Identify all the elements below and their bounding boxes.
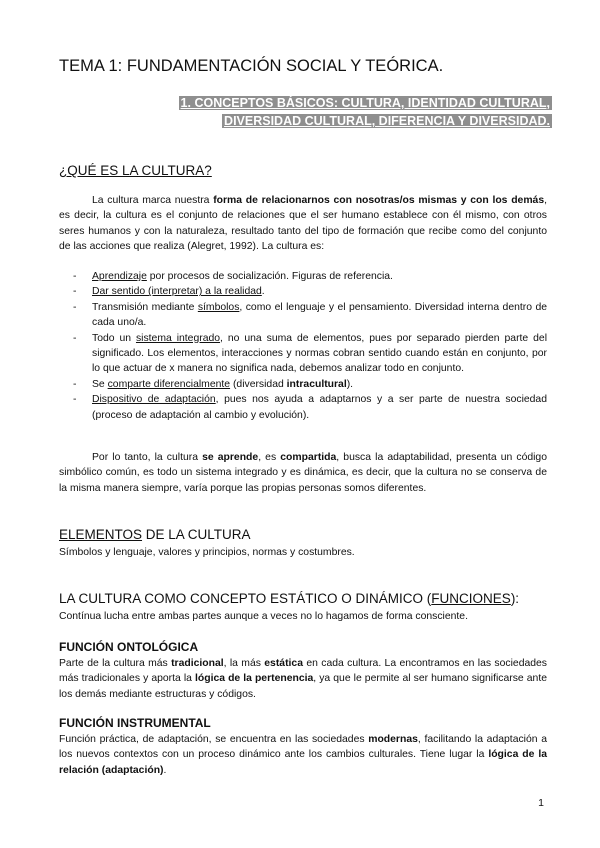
ontologica-bold-2: estática (264, 658, 303, 669)
list-item: - Transmisión mediante símbolos, como el lenguaje y el pensamiento. Diversidad interna dentro de cada uno/a. (73, 301, 547, 329)
funciones-text: Contínua lucha entre ambas partes aunque a veces no lo hagamos de forma consciente. (59, 611, 468, 622)
ontologica-bold-1: tradicional (171, 658, 224, 669)
heading-funciones-text-1: LA CULTURA COMO CONCEPTO ESTÁTICO O DINÁMICO ( (59, 591, 432, 606)
page-number: 1 (538, 797, 544, 809)
heading-funcion-instrumental: FUNCIÓN INSTRUMENTAL (59, 716, 211, 730)
list-item: - Dar sentido (interpretar) a la realidad. (73, 286, 265, 298)
list-item: - Se comparte diferencialmente (diversidad intracultural). (73, 378, 354, 390)
list-item-1-text: por procesos de socialización. Figuras de referencia. (146, 271, 393, 282)
ontologica-text-2: , la más (223, 658, 265, 669)
list-item-3-text-2: , como el lenguaje y el pensamiento. Diversidad interna dentro de cada uno/a. (92, 301, 547, 329)
heading-funciones-text-2: ): (510, 591, 520, 606)
banner-line-1: 1. CONCEPTOS BÁSICOS: CULTURA, IDENTIDAD CULTURAL, (180, 96, 550, 110)
list-item-2-text: . (261, 286, 265, 298)
list-item-1-underlined: Aprendizaje (92, 271, 147, 282)
conclusion-text-2: , es (258, 452, 281, 463)
list-item-5-bold: intracultural (286, 378, 347, 390)
ontologica-text-4: , ya que le permite al ser humano significarse ante los demás mediante estructuras y códigos. (59, 673, 547, 700)
list-item-3-text-1: Transmisión mediante (92, 301, 198, 313)
intro-paragraph (59, 193, 547, 255)
conclusion-paragraph (59, 450, 547, 496)
heading-elementos-underlined: ELEMENTOS (59, 527, 143, 542)
conclusion-text-3: , busca la adaptabilidad, presenta un código simbólico común, es todo un sistema integrado y es dinámica, es decir, que la cultura no se conserva de la misma manera siempre, varía porque las propias personas somos diferentes. (59, 452, 547, 494)
list-item: - Dispositivo de adaptación, pues nos ayuda a adaptarnos y a ser parte de nuestra sociedad (proceso de adaptación al cambio y evolución). (73, 394, 547, 421)
instrumental-bold-1: modernas (368, 734, 418, 745)
list-item-5-text-3: ). (346, 378, 354, 390)
conclusion-bold-1: se aprende (202, 452, 259, 463)
elementos-text: Símbolos y lenguaje, valores y principios, normas y costumbres. (59, 547, 355, 558)
list-item-3-underlined: símbolos (197, 301, 240, 313)
list-item-6-underlined: Dispositivo de adaptación (92, 394, 216, 406)
list-item-4-text-1: Todo un (92, 332, 136, 344)
list-item-2-underlined: Dar sentido (interpretar) a la realidad (92, 286, 262, 298)
heading-elementos (59, 527, 251, 542)
intro-text-2: , es decir, la cultura es el conjunto de relaciones que el ser humano establece con él mismo, con otros seres humanos y con la naturaleza, resultado tanto del tipo de formación que recibe como del conjunto de las acciones que realiza (Alegret, 1992). La cultura es: (59, 195, 548, 253)
list-item: - Todo un sistema integrado, no una suma de elementos, pues por separado pierden parte del significado. Los elementos, interacciones y normas cobran sentido cuando están en conjunto, por lo que actuar de x manera no significa nada, debemos analizar todo en conjunto. (73, 332, 548, 375)
list-item-5-text-2: (diversidad (230, 378, 287, 390)
instrumental-text-2: , facilitando la adaptación a los nuevos contextos con un proceso dinámico ante los cambios culturales. Tiene lugar la (59, 734, 547, 761)
heading-elementos-text: DE LA CULTURA (142, 527, 251, 542)
instrumental-text-1: Función práctica, de adaptación, se encuentra en las sociedades (59, 734, 369, 745)
list-item-5-text-1: Se (92, 378, 108, 390)
heading-funciones (59, 591, 519, 606)
ontologica-paragraph (59, 656, 547, 702)
intro-text-1: La cultura marca nuestra (92, 195, 214, 206)
intro-bold-1: forma de relacionarnos con nosotras/os mismas y con los demás (213, 195, 545, 206)
heading-funciones-underlined: FUNCIONES (431, 591, 511, 606)
page-title: TEMA 1: FUNDAMENTACIÓN SOCIAL Y TEÓRICA. (59, 57, 444, 75)
ontologica-text-1: Parte de la cultura más (59, 658, 172, 669)
heading-que-es-cultura (59, 163, 212, 178)
section-banner (152, 94, 552, 130)
ontologica-text-3: en cada cultura. La encontramos en las sociedades más tradicionales y aporta la (59, 658, 547, 685)
list-item-4-underlined: sistema integrado (135, 332, 221, 344)
list-item-6-text: , pues nos ayuda a adaptarnos y a ser parte de nuestra sociedad (proceso de adaptación al cambio y evolución). (92, 394, 547, 421)
instrumental-bold-2: lógica de la relación (adaptación) (59, 749, 548, 776)
conclusion-bold-2: compartida (280, 452, 337, 463)
ontologica-bold-3: lógica de la pertenencia (194, 673, 314, 685)
list-item-5-underlined: comparte diferencialmente (107, 378, 231, 390)
conclusion-text-1: Por lo tanto, la cultura (92, 452, 203, 463)
list-item-4-text-2: , no una suma de elementos, pues por separado pierden parte del significado. Los elementos, interacciones y normas cobran sentido cuando están en conjunto, por lo que actuar de x manera no significa nada, debemos analizar todo en conjunto. (92, 332, 548, 375)
heading-funcion-ontologica: FUNCIÓN ONTOLÓGICA (59, 640, 199, 654)
banner-line-2: DIVERSIDAD CULTURAL, DIFERENCIA Y DIVERSIDAD. (224, 114, 550, 128)
instrumental-text-3: . (163, 764, 167, 776)
instrumental-paragraph (59, 732, 547, 778)
culture-features-list (59, 269, 547, 423)
heading-que-text: ¿QUÉ ES LA CULTURA? (59, 163, 212, 178)
list-item: - Aprendizaje por procesos de socialización. Figuras de referencia. (73, 271, 393, 282)
